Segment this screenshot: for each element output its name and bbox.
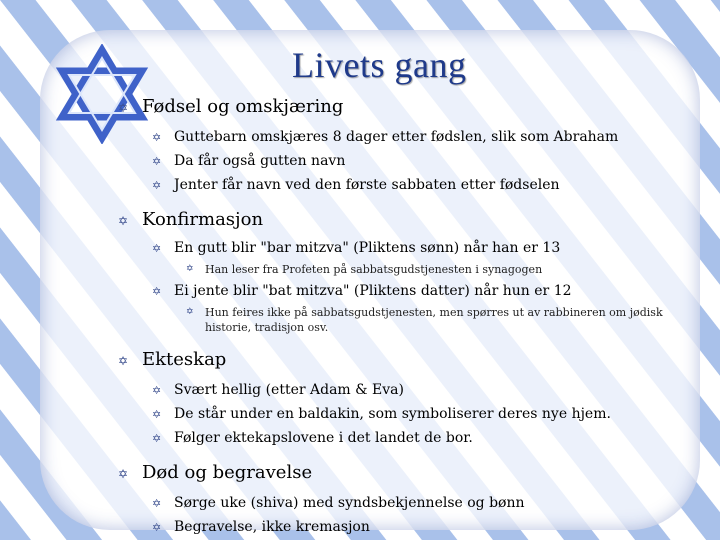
list-item bbox=[118, 429, 708, 448]
list-item-text: Begravelse, ikke kremasjon bbox=[174, 519, 370, 535]
star-bullet-icon: ✡ bbox=[152, 285, 162, 298]
section-heading bbox=[118, 209, 708, 231]
outline bbox=[118, 96, 708, 537]
star-bullet-icon: ✡ bbox=[152, 155, 162, 168]
slide-title: Livets gang bbox=[292, 45, 467, 85]
list-item bbox=[118, 494, 708, 513]
star-bullet-icon: ✡ bbox=[152, 242, 162, 255]
star-bullet-icon: ✡ bbox=[152, 497, 162, 510]
section-heading bbox=[118, 96, 708, 118]
list-item-text: Da får også gutten navn bbox=[174, 153, 346, 169]
star-bullet-icon: ✡ bbox=[118, 101, 129, 115]
star-bullet-icon: ✡ bbox=[118, 214, 129, 228]
star-bullet-icon: ✡ bbox=[118, 354, 129, 368]
list-item bbox=[118, 239, 708, 258]
list-item-text: Guttebarn omskjæres 8 dager etter fødslen, slik som Abraham bbox=[174, 129, 619, 145]
star-bullet-icon: ✡ bbox=[152, 131, 162, 144]
list-item-text: Ei jente blir "bat mitzva" (Pliktens datter) når hun er 12 bbox=[174, 283, 572, 299]
list-item bbox=[118, 518, 708, 537]
section-heading bbox=[118, 462, 708, 484]
sub-list-item bbox=[118, 262, 708, 277]
list-item bbox=[118, 176, 708, 195]
star-bullet-icon: ✡ bbox=[118, 467, 129, 481]
star-bullet-icon: ✡ bbox=[152, 408, 162, 421]
star-bullet-icon: ✡ bbox=[152, 432, 162, 445]
list-item bbox=[118, 152, 708, 171]
list-item-text: En gutt blir "bar mitzva" (Pliktens sønn) når han er 13 bbox=[174, 240, 561, 256]
star-bullet-icon: ✡ bbox=[186, 307, 194, 317]
star-bullet-icon: ✡ bbox=[152, 179, 162, 192]
star-bullet-icon: ✡ bbox=[152, 384, 162, 397]
list-item-text: Svært hellig (etter Adam & Eva) bbox=[174, 382, 404, 398]
list-item bbox=[118, 381, 708, 400]
list-item bbox=[118, 282, 708, 301]
list-item-text: De står under en baldakin, som symboliserer deres nye hjem. bbox=[174, 406, 611, 422]
sub-list-item bbox=[118, 305, 708, 335]
sub-list-item-text: Hun feires ikke på sabbatsgudstjenesten, men spørres ut av rabbineren om jødisk historie, tradisjon osv. bbox=[205, 306, 663, 334]
list-item-text: Følger ektekapslovene i det landet de bor. bbox=[174, 430, 473, 446]
section-heading-text: Død og begravelse bbox=[142, 462, 313, 483]
star-bullet-icon: ✡ bbox=[152, 521, 162, 534]
section-heading bbox=[118, 349, 708, 371]
list-item-text: Jenter får navn ved den første sabbaten etter fødselen bbox=[174, 177, 560, 193]
star-bullet-icon: ✡ bbox=[186, 264, 194, 274]
section-heading-text: Ekteskap bbox=[142, 349, 227, 370]
section-heading-text: Fødsel og omskjæring bbox=[142, 96, 344, 117]
list-item bbox=[118, 405, 708, 424]
list-item-text: Sørge uke (shiva) med syndsbekjennelse og bønn bbox=[174, 495, 525, 511]
list-item bbox=[118, 128, 708, 147]
sub-list-item-text: Han leser fra Profeten på sabbatsgudstjenesten i synagogen bbox=[205, 263, 543, 276]
section-heading-text: Konfirmasjon bbox=[142, 209, 264, 230]
